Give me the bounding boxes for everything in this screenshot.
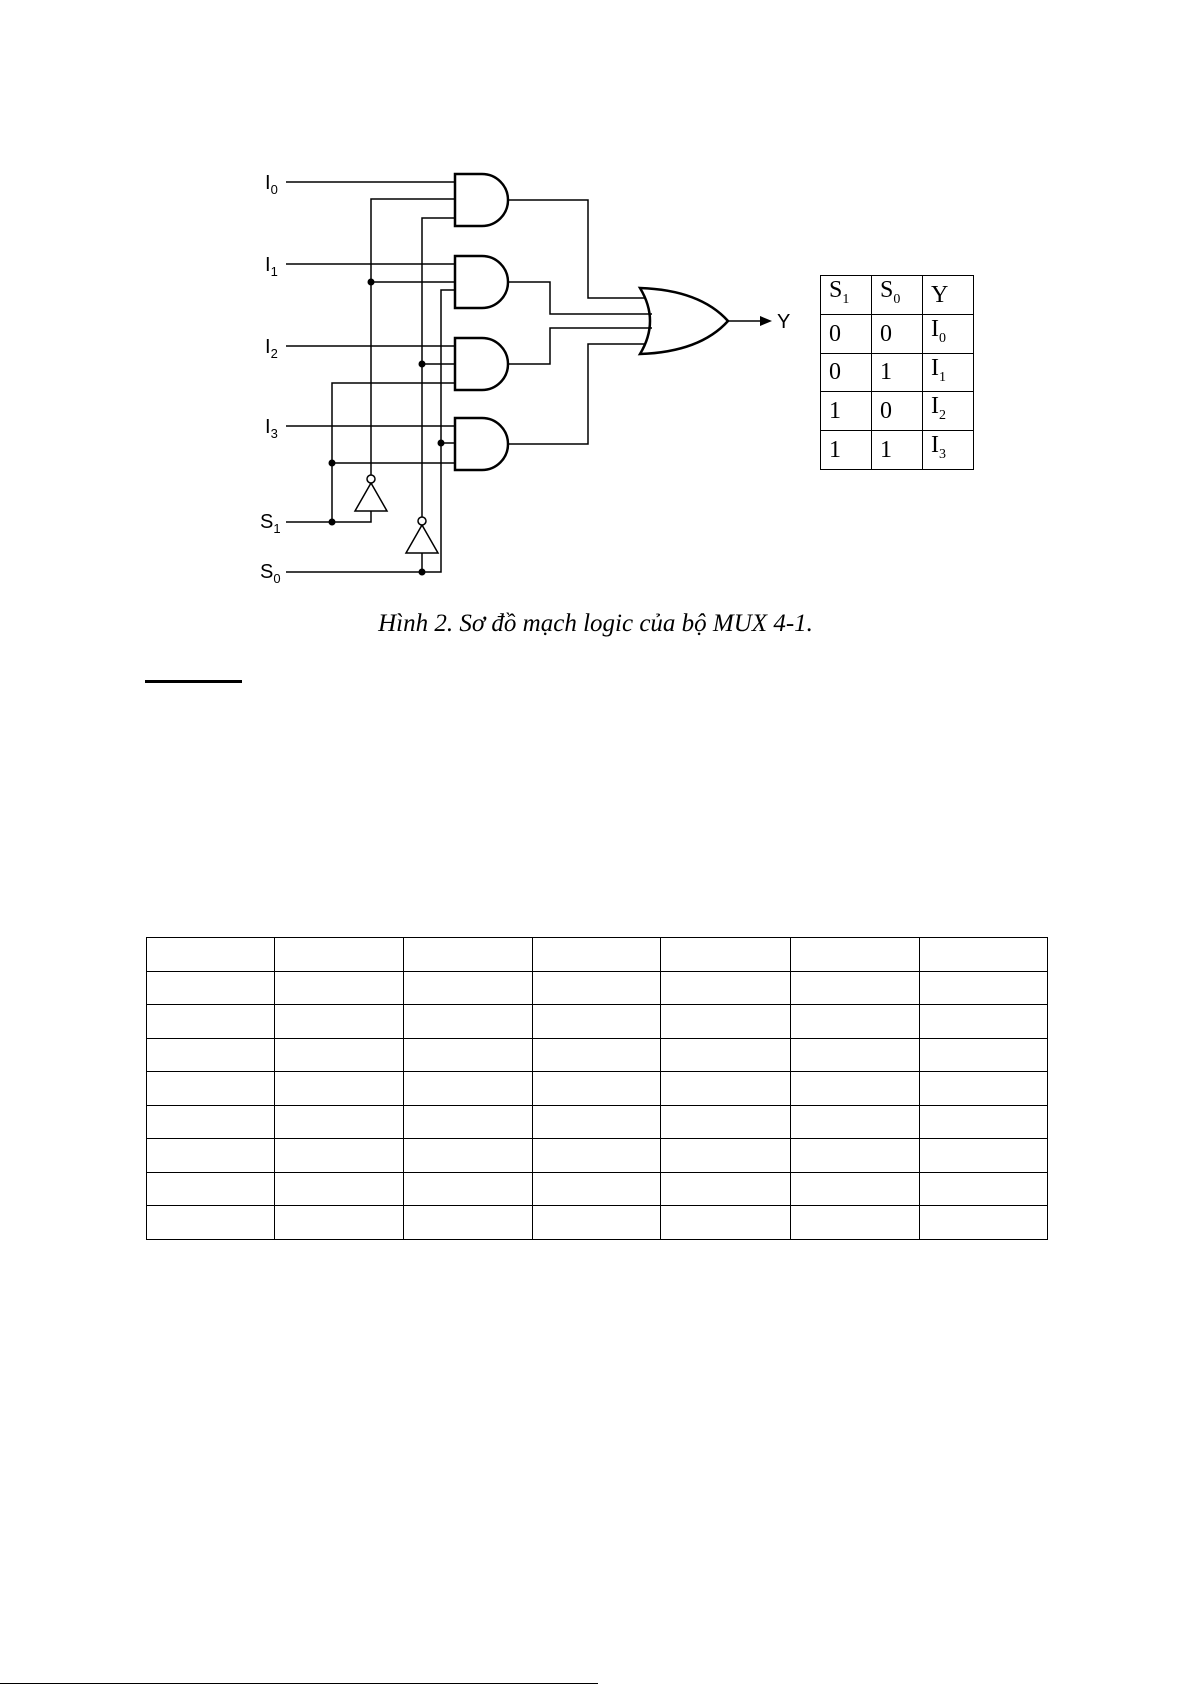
cell-s0: 1 [872, 353, 923, 392]
table-row [147, 1072, 1048, 1106]
input-label-i1: $I_1$ [265, 254, 278, 279]
footnote-separator [0, 1683, 598, 1684]
mux-4-1-logic-diagram [0, 0, 1191, 640]
input-label-i3: $I_3$ [265, 416, 278, 441]
table-row [147, 971, 1048, 1005]
blank-cell [920, 1172, 1048, 1206]
blank-cell [274, 1139, 403, 1173]
blank-cell [920, 971, 1048, 1005]
and-gate-1 [455, 256, 508, 308]
cell-y: $I_2$ [923, 392, 974, 431]
blank-cell [403, 1038, 532, 1072]
cell-s0: 0 [872, 314, 923, 353]
heading-underline [145, 680, 242, 683]
blank-cell [274, 1172, 403, 1206]
blank-cell [403, 971, 532, 1005]
blank-cell [532, 1206, 661, 1240]
blank-cell [147, 1206, 275, 1240]
table-row [147, 938, 1048, 972]
blank-cell [403, 1172, 532, 1206]
cell-s1: 1 [821, 392, 872, 431]
blank-cell [403, 1105, 532, 1139]
blank-cell [791, 1005, 920, 1039]
not-gate-s1 [355, 483, 387, 511]
cell-y: $I_3$ [923, 431, 974, 470]
blank-cell [661, 1139, 791, 1173]
blank-cell [791, 1072, 920, 1106]
and-gate-0 [455, 174, 508, 226]
blank-cell [920, 1139, 1048, 1173]
blank-cell [147, 938, 275, 972]
header-s1: $S_1$ [821, 276, 872, 315]
output-label-y: Y [777, 311, 791, 333]
blank-cell [661, 1105, 791, 1139]
cell-s1: 0 [821, 353, 872, 392]
blank-cell [403, 1206, 532, 1240]
table-row [147, 1139, 1048, 1173]
blank-cell [532, 1139, 661, 1173]
blank-cell [791, 1038, 920, 1072]
cell-s1: 0 [821, 314, 872, 353]
not-gate-s0 [406, 525, 438, 553]
blank-cell [403, 1072, 532, 1106]
blank-cell [791, 1206, 920, 1240]
cell-y: $I_0$ [923, 314, 974, 353]
blank-cell [147, 1139, 275, 1173]
header-y: Y [923, 276, 974, 315]
blank-cell [532, 971, 661, 1005]
blank-cell [403, 938, 532, 972]
select-label-s0: $S_0$ [260, 561, 281, 586]
blank-cell [920, 938, 1048, 972]
blank-cell [147, 1172, 275, 1206]
table-row [147, 1005, 1048, 1039]
blank-cell [403, 1139, 532, 1173]
cell-s0: 1 [872, 431, 923, 470]
blank-cell [147, 1038, 275, 1072]
blank-cell [274, 1206, 403, 1240]
table-row [821, 431, 974, 470]
blank-grid-table [146, 937, 1048, 1240]
blank-cell [920, 1105, 1048, 1139]
blank-cell [532, 1038, 661, 1072]
figure-caption: Hình 2. Sơ đồ mạch logic của bộ MUX 4-1. [378, 610, 813, 637]
header-s0: $S_0$ [872, 276, 923, 315]
table-row [147, 1172, 1048, 1206]
truth-table [820, 275, 974, 470]
table-row [821, 353, 974, 392]
table-row [821, 314, 974, 353]
cell-y: $I_1$ [923, 353, 974, 392]
cell-s1: 1 [821, 431, 872, 470]
truth-table-header [821, 276, 974, 315]
blank-cell [403, 1005, 532, 1039]
blank-cell [274, 938, 403, 972]
blank-cell [791, 1105, 920, 1139]
select-label-s1: $S_1$ [260, 511, 281, 536]
blank-cell [532, 938, 661, 972]
blank-cell [920, 1038, 1048, 1072]
and-gate-2 [455, 338, 508, 390]
blank-cell [920, 1005, 1048, 1039]
blank-cell [147, 1072, 275, 1106]
input-label-i0: $I_0$ [265, 172, 278, 197]
blank-cell [661, 1172, 791, 1206]
blank-cell [274, 1005, 403, 1039]
blank-cell [661, 1038, 791, 1072]
not-bubble-s0 [418, 517, 426, 525]
table-row [147, 1038, 1048, 1072]
blank-cell [791, 971, 920, 1005]
blank-cell [274, 1038, 403, 1072]
blank-cell [920, 1072, 1048, 1106]
blank-cell [147, 971, 275, 1005]
table-row [147, 1105, 1048, 1139]
blank-cell [274, 1072, 403, 1106]
blank-cell [147, 1005, 275, 1039]
blank-cell [661, 1072, 791, 1106]
blank-cell [532, 1072, 661, 1106]
blank-cell [274, 1105, 403, 1139]
table-row [147, 1206, 1048, 1240]
blank-cell [920, 1206, 1048, 1240]
input-label-i2: $I_2$ [265, 336, 278, 361]
blank-cell [661, 938, 791, 972]
and-gate-3 [455, 418, 508, 470]
blank-cell [791, 1172, 920, 1206]
blank-cell [147, 1105, 275, 1139]
blank-cell [532, 1005, 661, 1039]
blank-cell [532, 1105, 661, 1139]
blank-cell [791, 1139, 920, 1173]
cell-s0: 0 [872, 392, 923, 431]
blank-cell [532, 1172, 661, 1206]
junction-dots [329, 279, 445, 576]
table-row [821, 392, 974, 431]
blank-cell [274, 971, 403, 1005]
blank-cell [661, 1206, 791, 1240]
blank-cell [661, 971, 791, 1005]
or-gate [640, 288, 728, 354]
output-arrow-icon [760, 316, 772, 326]
not-bubble-s1 [367, 475, 375, 483]
blank-cell [661, 1005, 791, 1039]
blank-cell [791, 938, 920, 972]
